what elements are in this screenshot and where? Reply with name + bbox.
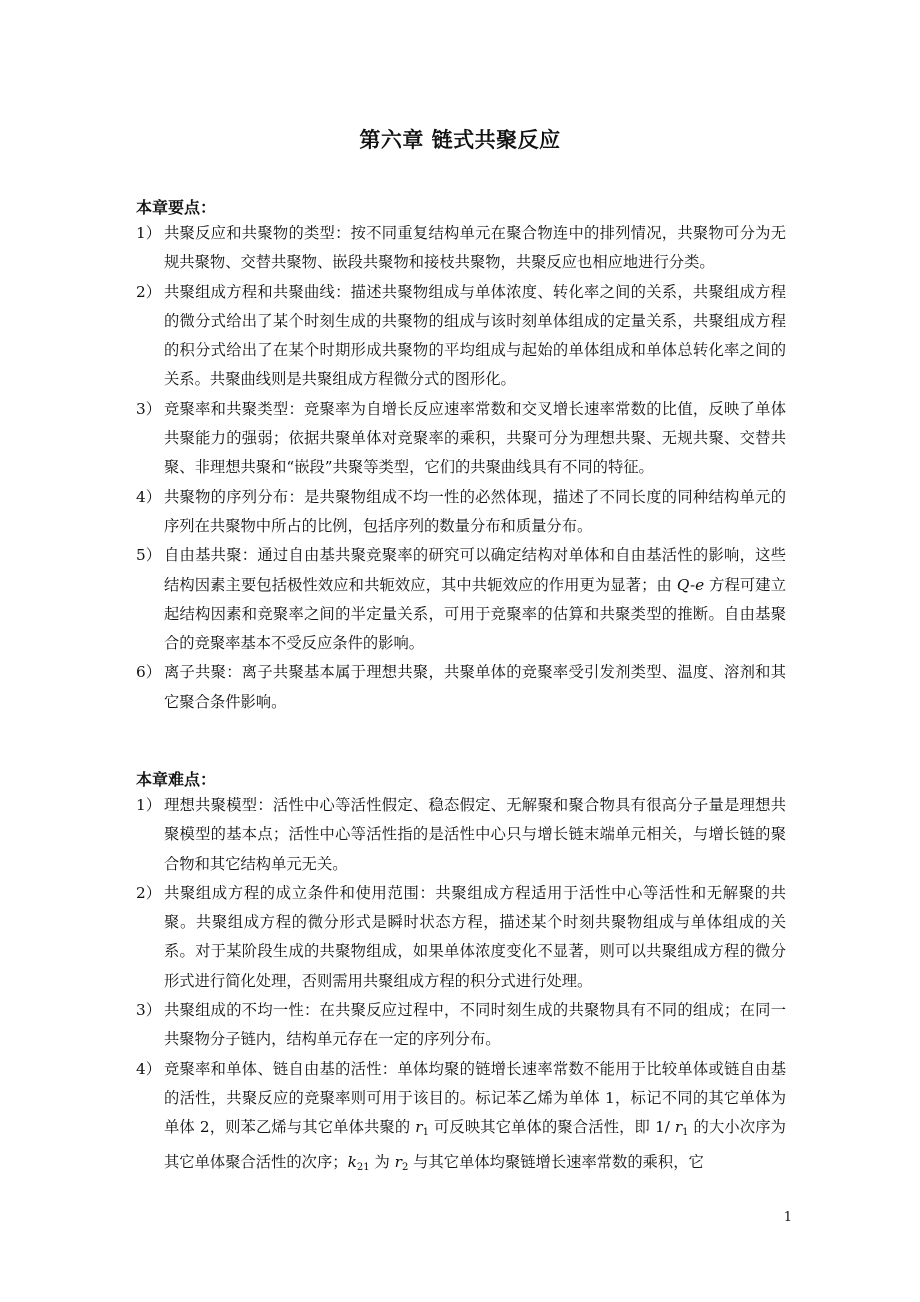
- k21-subscript: 21: [356, 1161, 370, 1173]
- difficulty-3: [136, 996, 786, 1055]
- item-text: 共聚组成方程和共聚曲线：描述共聚物组成与单体浓度、转化率之间的关系，共聚组成方程的微分式给出了某个时刻生成的共聚物的组成与该时刻单体组成的定量关系，共聚组成方程的积分式给出了在某个时期形成共聚物的平均组成与起始的单体组成和单体总转化率之间的关系。共聚曲线则是共聚组成方程微分式的图形化。: [164, 282, 786, 389]
- key-point-6: [136, 658, 786, 717]
- item-text: 竞聚率和单体、链自由基的活性：单体均聚的链增长速率常数不能用于比较单体或链自由基的活性，共聚反应的竞聚率则可用于该目的。标记苯乙烯为单体 1，标记不同的其它单体为单体 2，则苯乙烯与其它单体共聚的: [164, 1059, 786, 1137]
- r2-subscript: 2: [401, 1161, 409, 1173]
- item-number: 2）: [136, 282, 162, 301]
- item-number: 1）: [136, 796, 162, 814]
- chapter-title: 第六章 链式共聚反应: [359, 128, 561, 152]
- qe-term: Q-e: [676, 575, 705, 594]
- item-text: 共聚物的序列分布：是共聚物组成不均一性的必然体现，描述了不同长度的同种结构单元的序列在共聚物中所占的比例，包括序列的数量分布和质量分布。: [164, 487, 786, 535]
- key-point-3: [136, 395, 786, 483]
- key-point-1: [136, 219, 786, 278]
- difficulty-4: [136, 1055, 786, 1182]
- item-number: 6）: [136, 663, 162, 682]
- difficulty-2: [136, 879, 786, 996]
- difficulties-list: [136, 791, 786, 1182]
- item-text: 共聚组成方程的成立条件和使用范围：共聚组成方程适用于活性中心等活性和无解聚的共聚。共聚组成方程的微分形式是瞬时状态方程，描述某个时刻共聚物组成与单体组成的关系。对于某阶段生成的共聚物组成，如果单体浓度变化不显著，则可以共聚组成方程的微分形式进行简化处理，否则需用共聚组成方程的积分式进行处理。: [164, 883, 786, 990]
- r1-subscript: 1: [682, 1127, 689, 1139]
- item-number: 2）: [136, 883, 162, 902]
- r1-symbol: r: [674, 1118, 683, 1137]
- item-text: 共聚反应和共聚物的类型：按不同重复结构单元在聚合物连中的排列情况，共聚物可分为无规共聚物、交替共聚物、嵌段共聚物和接枝共聚物，共聚反应也相应地进行分类。: [164, 224, 786, 272]
- r2-symbol: r: [394, 1152, 402, 1171]
- item-text: 方程可建立起结构因素和竞聚率之间的半定量关系，可用于竞聚率的估算和共聚类型的推断。自由基聚合的竞聚率基本不受反应条件的影响。: [164, 575, 786, 653]
- item-text: 共聚组成的不均一性：在共聚反应过程中，不同时刻生成的共聚物具有不同的组成；在同一共聚物分子链内，结构单元存在一定的序列分布。: [164, 1001, 786, 1049]
- item-number: 3）: [136, 399, 162, 418]
- item-text: 自由基共聚：通过自由基共聚竞聚率的研究可以确定结构对单体和自由基活性的影响，这些结构因素主要包括极性效应和共轭效应，其中共轭效应的作用更为显著；由: [164, 546, 786, 594]
- item-text: 可反映其它单体的聚合活性，即 1/: [428, 1118, 675, 1137]
- page-number: 1: [783, 1210, 792, 1225]
- r1-subscript: 1: [422, 1127, 429, 1139]
- item-text: 理想共聚模型：活性中心等活性假定、稳态假定、无解聚和聚合物具有很高分子量是理想共聚模型的基本点；活性中心等活性指的是活性中心只与增长链末端单元相关，与增长链的聚合物和其它结构单元无关。: [164, 796, 786, 873]
- key-points-heading: 本章要点：: [136, 198, 217, 217]
- key-points-list: [136, 219, 786, 717]
- item-text: 为: [369, 1152, 395, 1171]
- item-number: 4）: [136, 487, 162, 506]
- difficulties-heading: 本章难点：: [136, 770, 217, 789]
- difficulty-1: [136, 791, 786, 879]
- key-point-2: [136, 278, 786, 395]
- item-text: 与其它单体均聚链增长速率常数的乘积，它: [408, 1152, 704, 1171]
- item-text: 的大小次序为其它单体聚合活性的次序；: [164, 1118, 786, 1171]
- r1-symbol: r: [415, 1118, 423, 1137]
- key-point-5: [136, 541, 786, 658]
- item-text: 离子共聚：离子共聚基本属于理想共聚，共聚单体的竞聚率受引发剂类型、温度、溶剂和其它聚合条件影响。: [164, 663, 786, 711]
- item-text: 竞聚率和共聚类型：竞聚率为自增长反应速率常数和交叉增长速率常数的比值，反映了单体共聚能力的强弱；依据共聚单体对竞聚率的乘积，共聚可分为理想共聚、无规共聚、交替共聚、非理想共聚和“嵌段”共聚等类型，它们的共聚曲线具有不同的特征。: [164, 399, 786, 477]
- item-number: 3）: [136, 1001, 162, 1020]
- item-number: 4）: [136, 1059, 162, 1078]
- item-number: 1）: [136, 224, 162, 242]
- k21-symbol: k: [347, 1152, 357, 1171]
- item-number: 5）: [136, 546, 162, 565]
- key-point-4: [136, 483, 786, 542]
